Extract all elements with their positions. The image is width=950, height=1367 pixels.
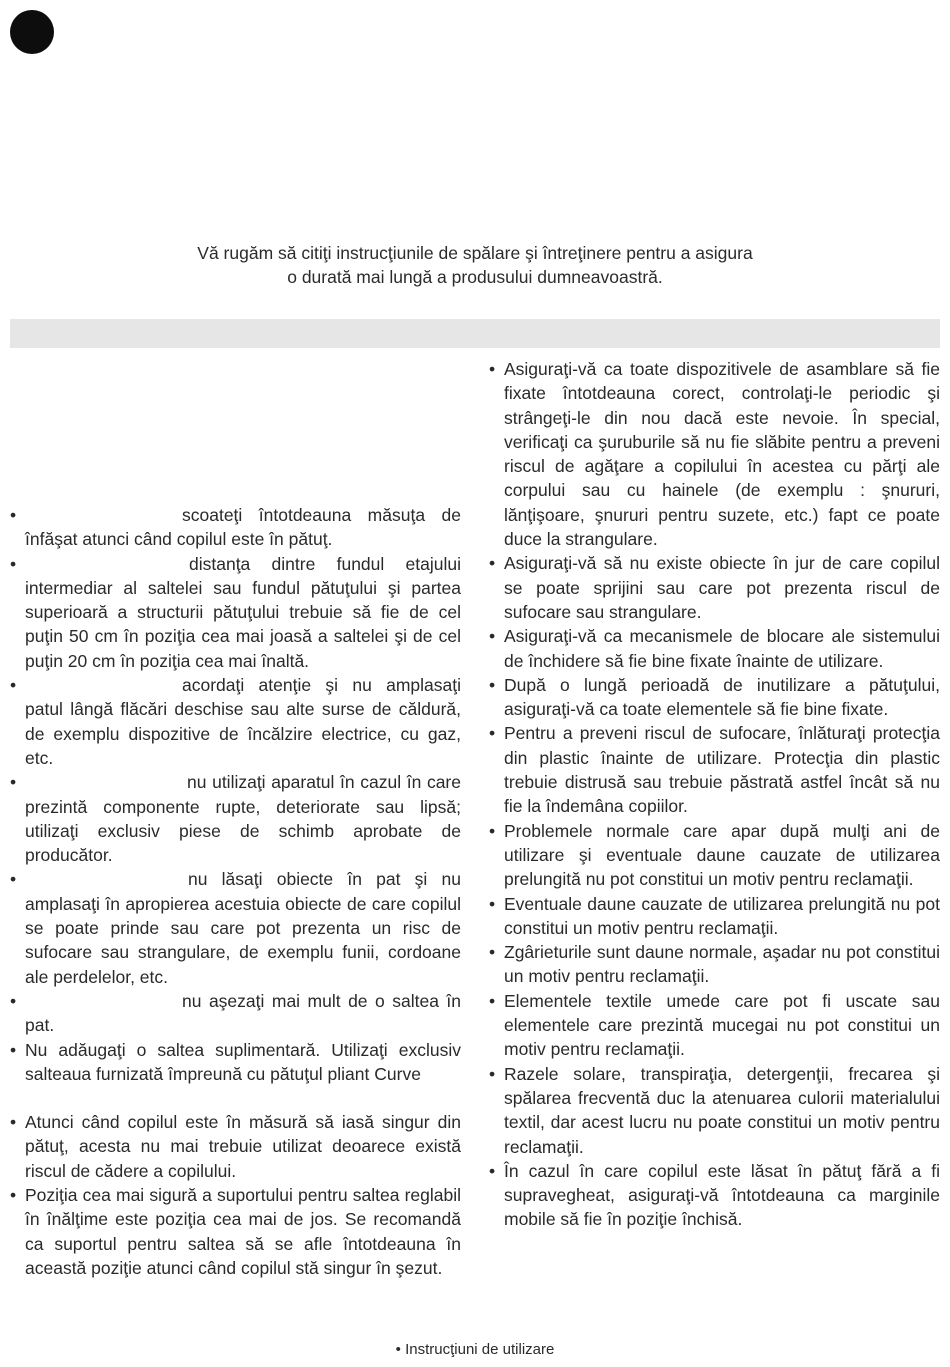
list-item-text: În cazul în care copilul este lăsat în pătuţ fără a fi supravegheat, asiguraţi-vă întotdeauna ca marginile mobile să fie în poziţie închisă. [504,1160,940,1230]
list-item-text: acordaţi atenţie şi nu amplasaţi patul lângă flăcări deschise sau alte surse de căldură, de exemplu dispozitive de încălzire electrice, cu gaz, etc. [25,675,461,768]
list-item [489,892,940,941]
list-item-text: Asiguraţi-vă să nu existe obiecte în jur de care copilul se poate sprijini sau care pot prezenta riscul de sufocare sau strangulare. [504,553,940,622]
left-column [10,503,461,1280]
bullet: • [489,626,496,647]
list-item-text: nu utilizaţi aparatul în cazul în care prezintă componente rupte, deteriorate sau lipsă; utilizaţi exclusiv piese de schimb aprobate de producător. [25,772,461,866]
bullet: • [10,675,17,696]
bullet: • [489,893,496,914]
list-item-text: Poziţia cea mai sigură a suportului pentru saltea reglabil în înălţime este poziţia cea mai de jos. Se recomandă ca suportul pentru saltea să se afle întotdeauna în această poziţie atunci când copilul stă singur în şezut. [25,1185,461,1278]
list-item-text: Eventuale daune cauzate de utilizarea prelungită nu pot constitui un motiv pentru reclamaţii. [504,893,940,938]
list-item-text: nu lăsaţi obiecte în pat şi nu amplasaţi în apropierea acestuia obiecte de care copilul se poate prinde sau care pot prezenta un risc de sufocare sau strangulare, de exemplu funii, cordoane ale perdelelor, etc. [25,869,461,987]
list-item [10,673,461,770]
footer-bullet: • [395,1341,401,1358]
spacer [10,1086,461,1110]
bullet: • [489,942,496,963]
list-item-text: distanţa dintre fundul etajului intermediar al saltelei sau fundul pătuţului şi partea superioară a structurii pătuţului trebuie să fie de cel puţin 50 cm în poziţia cea mai joasă a saltelei şi de cel puţin 20 cm în poziţia cea mai înaltă. [25,553,461,671]
list-item [10,867,461,988]
list-item [489,673,940,722]
list-item [489,1159,940,1232]
list-item-text: Razele solare, transpiraţia, detergenţii, frecarea şi spălarea frecventă duc la atenuarea culorii materialului textil, dar acest lucru nu poate constitui un motiv pentru reclamaţii. [504,1063,940,1157]
right-column [489,357,940,1232]
intro-line-1: Vă rugăm să citiţi instrucţiunile de spălare şi întreţinere pentru a asigura [197,243,753,263]
bullet: • [10,553,17,574]
intro-line-2: o durată mai lungă a produsului dumneavoastră. [287,267,663,287]
list-item [10,989,461,1038]
bullet: • [489,820,496,841]
list-item [10,1038,461,1087]
bullet: • [489,990,496,1011]
bullet: • [489,553,496,574]
list-item-text: După o lungă perioadă de inutilizare a pătuţului, asiguraţi-vă ca toate elementele să fie bine fixate. [504,674,940,720]
bullet: • [10,1039,17,1060]
section-header-band [10,319,940,348]
list-item-text: Asiguraţi-vă ca toate dispozitivele de asamblare să fie fixate întotdeauna corect, controlaţi-le periodic şi strângeţi-le din nou dacă este nevoie. În special, verificaţi ca şuruburile să nu fie slăbite pentru a preveni riscul de agăţare a copilului în acestea cu părţi ale corpului sau cu hainele (de exemplu : şnururi, lănţişoare, şnururi pentru suzete, etc.) fapt ce poate duce la strangulare. [504,359,940,550]
bullet: • [489,1063,496,1084]
bullet: • [489,1160,496,1181]
list-item [489,551,940,624]
list-item [10,503,461,552]
list-item [10,1110,461,1183]
list-item [10,770,461,867]
footer-label: Instrucţiuni de utilizare [405,1341,555,1358]
list-item-text: Pentru a preveni riscul de sufocare, înlăturaţi protecţia din plastic înainte de utilizare. Protecţia din plastic trebuie distrusă sau trebuie păstrată astfel încât să nu fie la îndemâna copiilor. [504,723,940,817]
list-item-text: nu aşezaţi mai mult de o saltea în pat. [25,990,461,1036]
bullet: • [10,1112,17,1133]
list-item [10,552,461,673]
list-item-text: Problemele normale care apar după mulţi ani de utilizare şi eventuale daune cauzate de utilizarea prelungită nu pot constitui un motiv pentru reclamaţii. [504,820,940,890]
list-item [10,1183,461,1280]
list-item [489,989,940,1062]
intro-text [0,241,950,289]
bullet: • [10,990,17,1011]
list-item-text: Nu adăugaţi o saltea suplimentară. Utilizaţi exclusiv salteaua furnizată împreună cu pătuţul pliant Curve [25,1039,461,1084]
list-item [489,819,940,892]
bullet: • [10,869,17,890]
list-item-text: scoateţi întotdeauna măsuţa de înfăşat atunci când copilul este în pătuţ. [25,505,461,550]
bullet: • [10,505,17,525]
bullet: • [489,359,496,379]
list-item [489,357,940,551]
bullet: • [10,772,17,793]
list-item-text: Atunci când copilul este în măsură să iasă singur din pătuţ, acesta nu mai trebuie utilizat deoarece există riscul de cădere a copilului. [25,1112,461,1181]
list-item-text: Zgârieturile sunt daune normale, aşadar nu pot constitui un motiv pentru reclamaţii. [504,942,940,987]
page-footer [0,1339,950,1361]
list-item [489,721,940,818]
list-item [489,624,940,673]
list-item-text: Asiguraţi-vă ca mecanismele de blocare ale sistemului de închidere să fie bine fixate înainte de utilizare. [504,626,940,671]
bullet: • [10,1185,17,1206]
list-item [489,1062,940,1159]
bullet: • [489,674,496,695]
page-corner-marker [10,10,54,54]
list-item [489,940,940,989]
bullet: • [489,723,496,744]
list-item-text: Elementele textile umede care pot fi uscate sau elementele care prezintă mucegai nu pot constitui un motiv pentru reclamaţii. [504,990,940,1060]
